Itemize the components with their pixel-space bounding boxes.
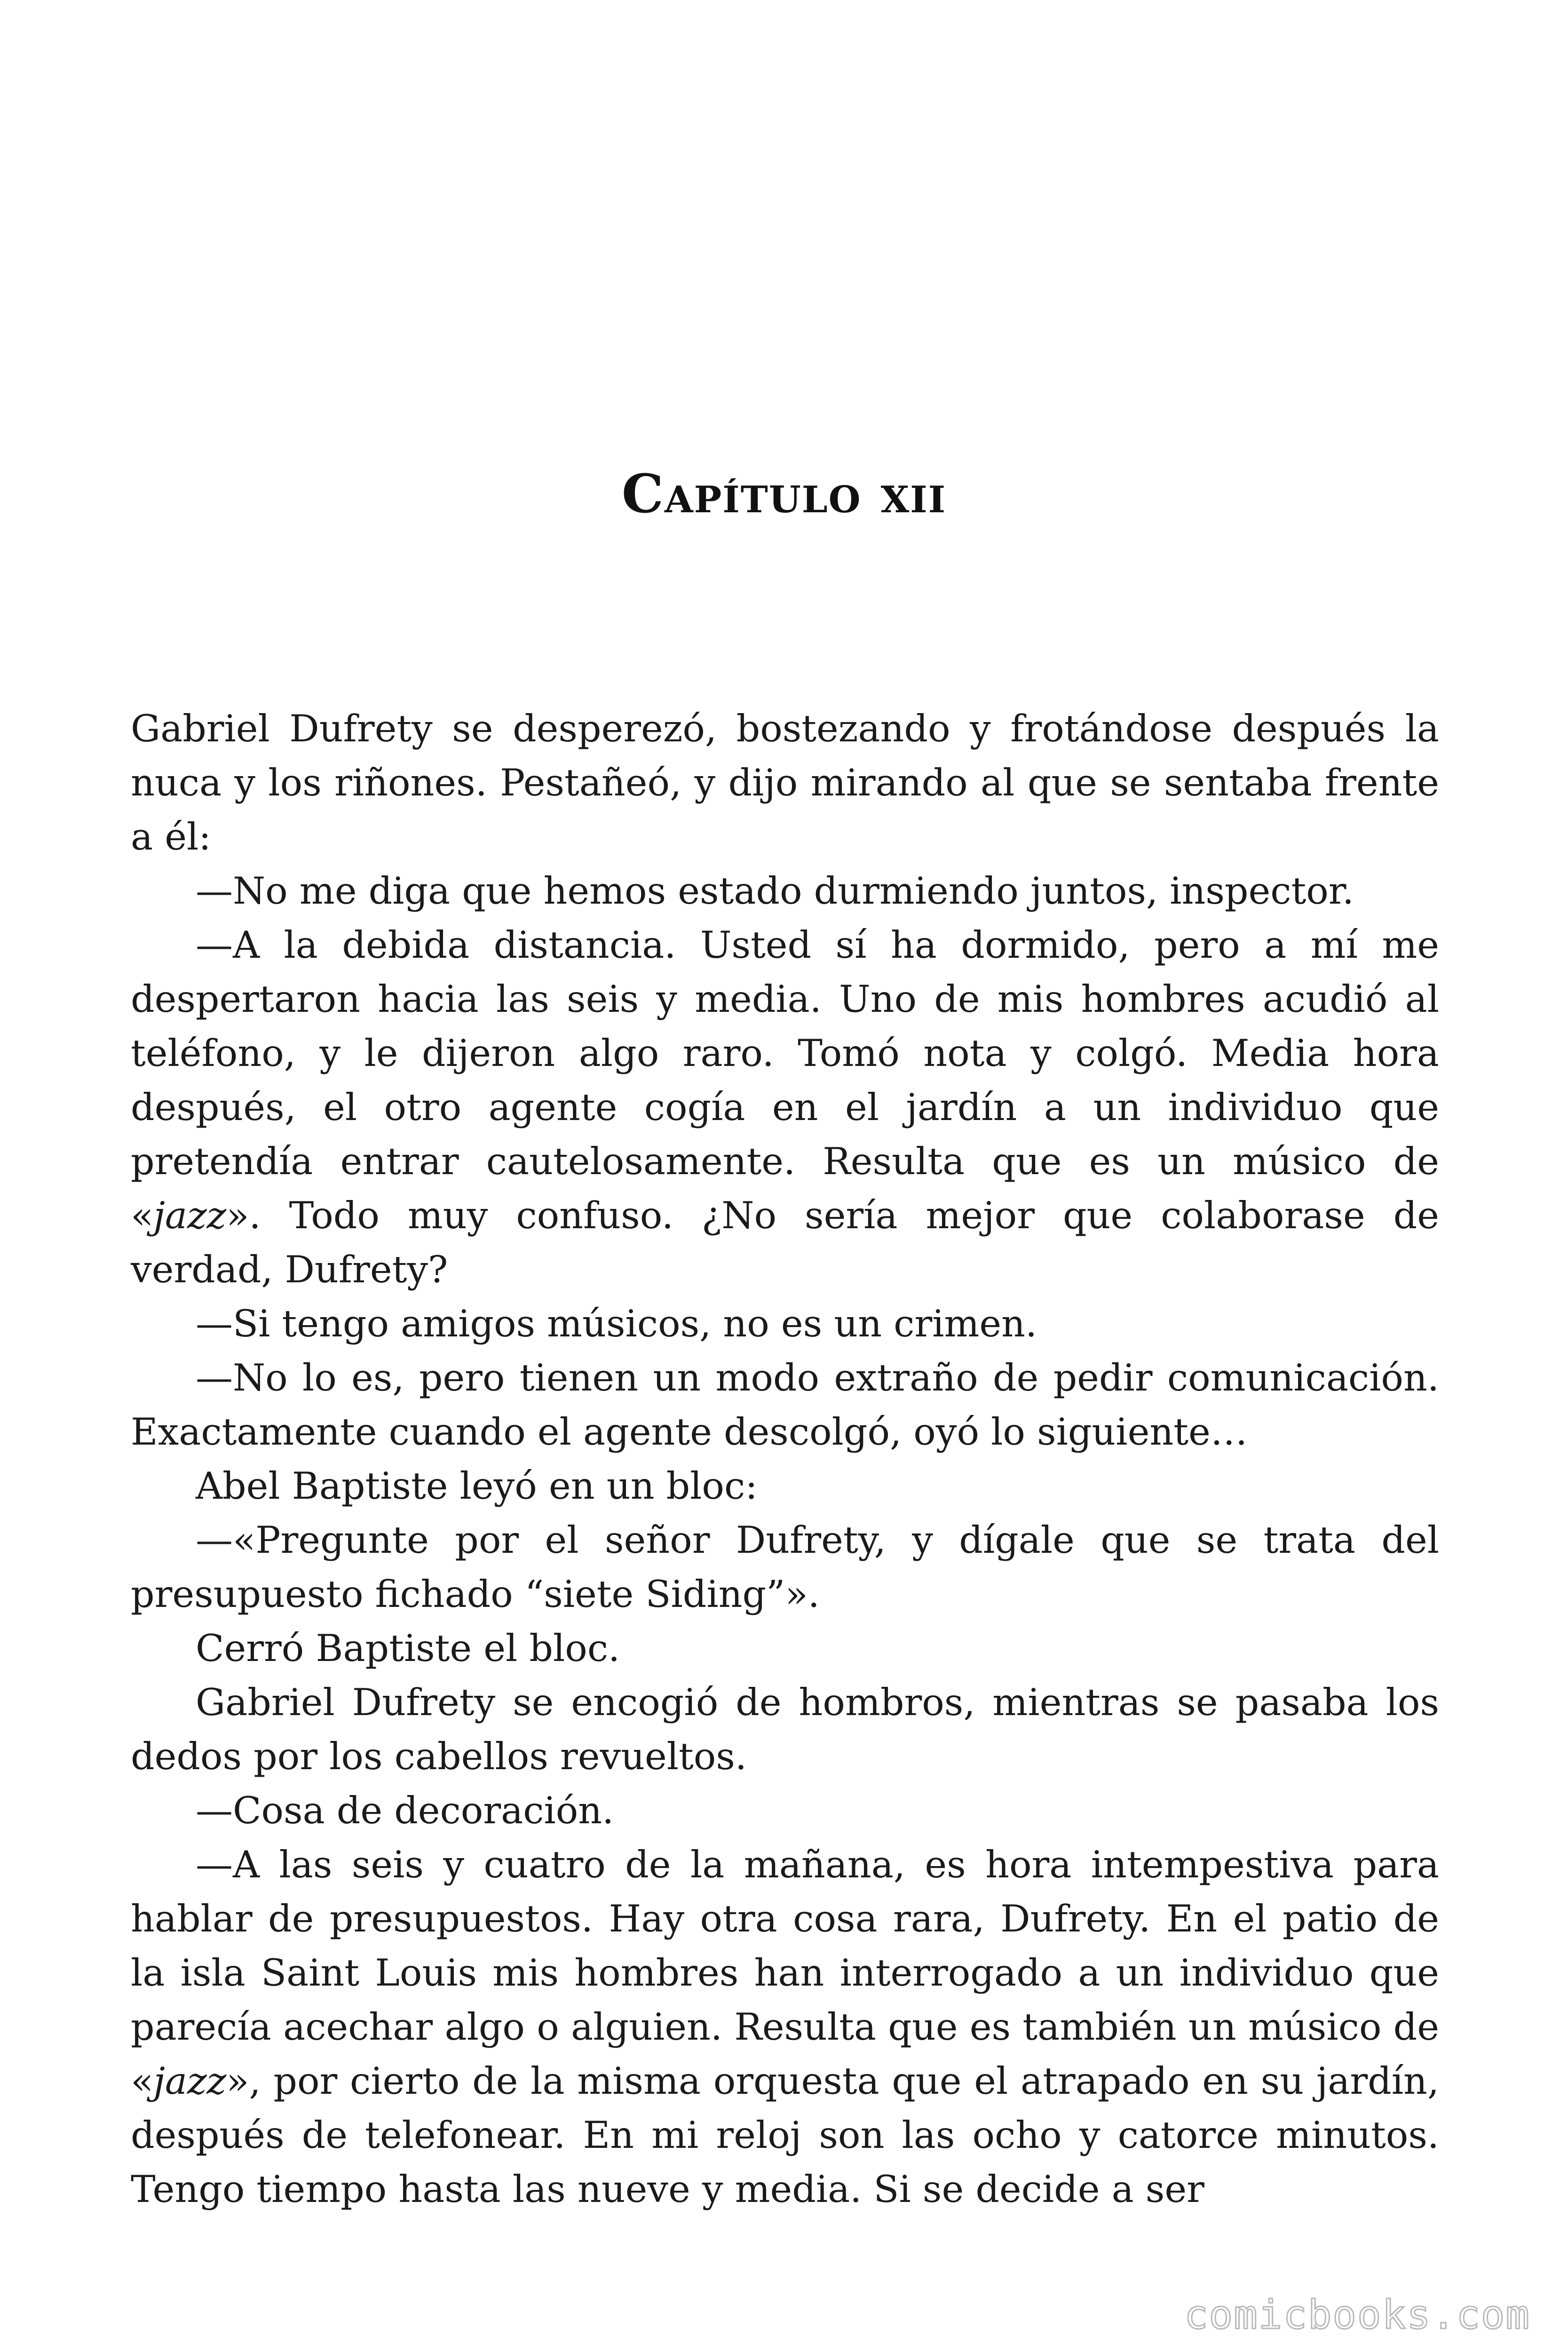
paragraph-text: —Si tengo amigos músicos, no es un crimen. <box>196 1302 1037 1345</box>
chapter-title: Capítulo xii <box>621 463 947 525</box>
italic-term: jazz <box>153 2059 227 2103</box>
paragraph-text: —No me diga que hemos estado durmiendo juntos, inspector. <box>196 869 1354 913</box>
paragraph-text: —A la debida distancia. Usted sí ha dormido, pero a mí me despertaron hacia las seis y media. Uno de mis hombres acudió al teléfono, y le dijeron algo raro. Tomó nota y colgó. Media hora después, el otro agente cogía en el jardín a un individuo que pretendía entrar cautelosamente. Resulta que es un músico de « <box>131 923 1439 1237</box>
paragraph <box>131 918 1439 1297</box>
paragraph-text: Gabriel Dufrety se desperezó, bostezando y frotándose después la nuca y los riñones. Pestañeó, y dijo mirando al que se sentaba frente a él: <box>131 707 1439 858</box>
paragraph-text: Gabriel Dufrety se encogió de hombros, mientras se pasaba los dedos por los cabellos revueltos. <box>131 1681 1439 1778</box>
paragraph <box>131 1784 1439 1838</box>
paragraph <box>131 1351 1439 1459</box>
paragraph-text: —No lo es, pero tienen un modo extraño de pedir comunicación. Exactamente cuando el agente descolgó, oyó lo siguiente… <box>131 1356 1439 1454</box>
paragraph-text: », por cierto de la misma orquesta que el atrapado en su jardín, después de telefonear. En mi reloj son las ocho y catorce minutos. Tengo tiempo hasta las nueve y media. Si se decide a ser <box>131 2059 1439 2211</box>
paragraph <box>131 1297 1439 1351</box>
paragraph-text: —«Pregunte por el señor Dufrety, y dígale que se trata del presupuesto fichado “siete Siding”». <box>131 1518 1439 1616</box>
paragraph-text: ». Todo muy confuso. ¿No sería mejor que colaborase de verdad, Dufrety? <box>131 1194 1439 1291</box>
italic-term: jazz <box>153 1194 227 1237</box>
paragraph-text: Abel Baptiste leyó en un bloc: <box>196 1464 758 1508</box>
paragraph <box>131 864 1439 918</box>
paragraph <box>131 1676 1439 1784</box>
chapter-body <box>131 702 1439 2217</box>
paragraph <box>131 1838 1439 2217</box>
paragraph-text: —A las seis y cuatro de la mañana, es hora intempestiva para hablar de presupuestos. Hay otra cosa rara, Dufrety. En el patio de la isla Saint Louis mis hombres han interrogado a un individuo que parecía acechar algo o alguien. Resulta que es también un músico de « <box>131 1843 1439 2103</box>
paragraph <box>131 1513 1439 1621</box>
watermark-logo: comicbooks.com <box>1184 2292 1530 2338</box>
paragraph <box>131 1621 1439 1676</box>
paragraph <box>131 702 1439 864</box>
paragraph-text: —Cosa de decoración. <box>196 1789 614 1832</box>
paragraph <box>131 1459 1439 1513</box>
paragraph-text: Cerró Baptiste el bloc. <box>196 1627 620 1670</box>
